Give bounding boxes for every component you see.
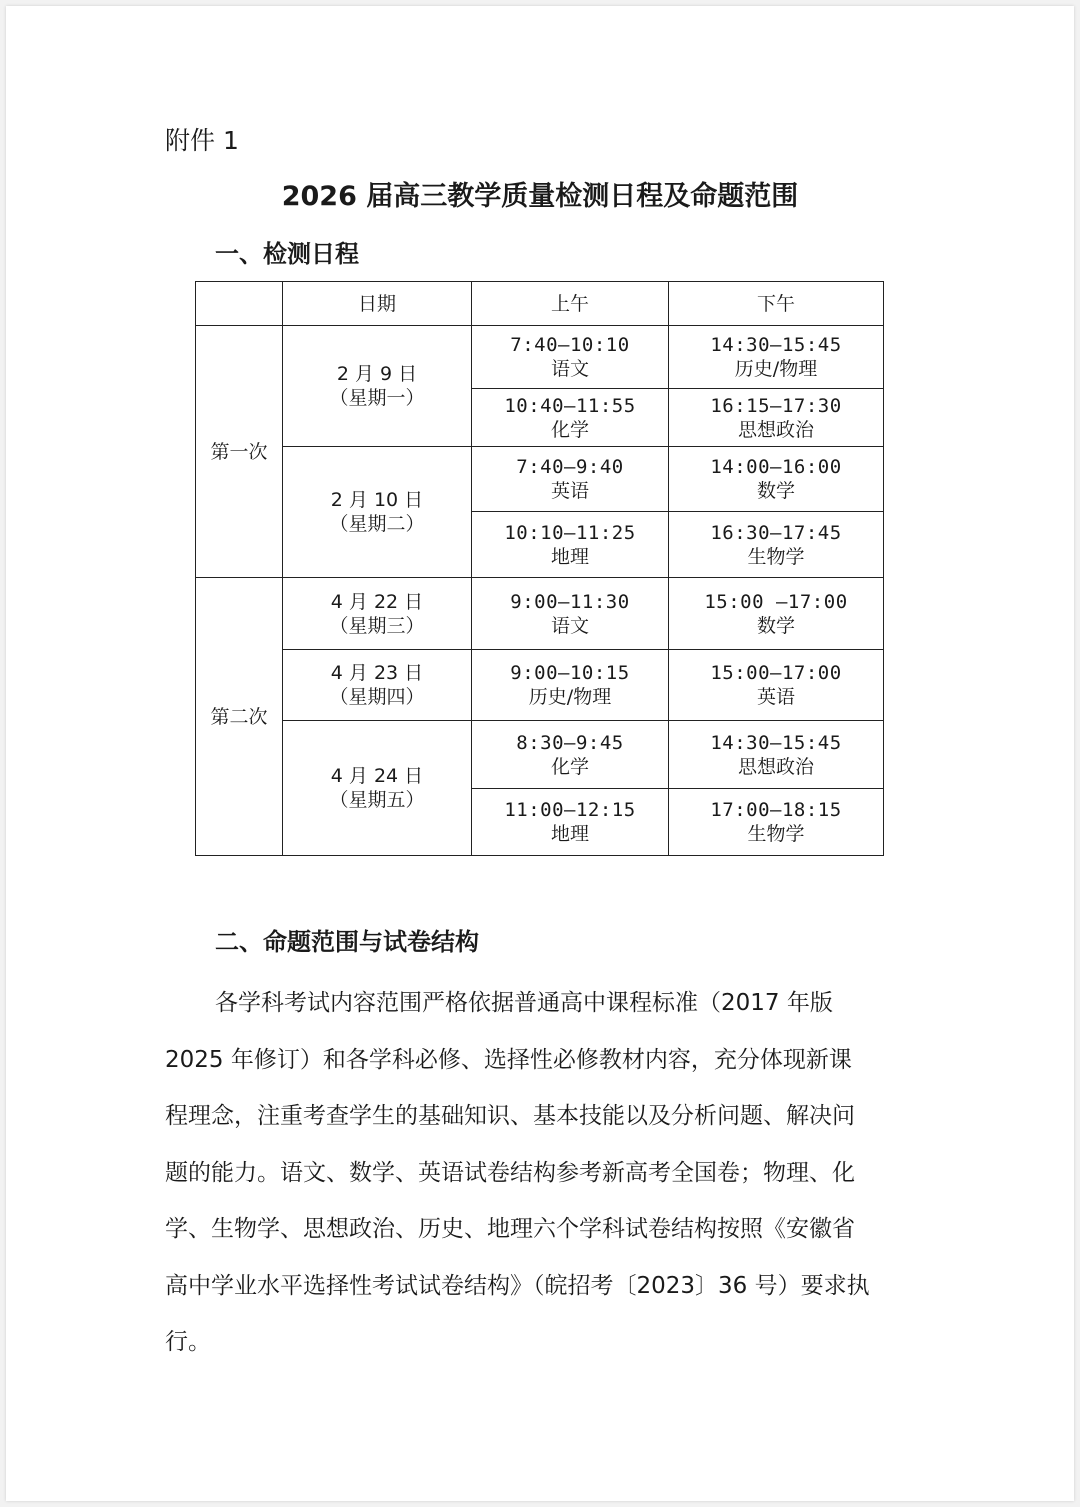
session-subject: 语文 <box>550 614 589 637</box>
scope-paragraph <box>165 975 925 1371</box>
afternoon-session-cell <box>669 512 884 578</box>
header-date: 日期 <box>283 282 472 326</box>
date-text: 2 月 9 日 <box>336 363 418 385</box>
session-subject: 数学 <box>756 614 795 637</box>
table-row <box>196 578 884 650</box>
session-time: 9:00—11:30 <box>510 590 630 613</box>
morning-session-cell <box>472 721 669 789</box>
weekday-text: （星期二） <box>329 513 425 535</box>
table-row <box>196 650 884 721</box>
section-heading-schedule: 一、检测日程 <box>215 240 359 268</box>
date-cell <box>283 721 472 856</box>
afternoon-session-cell <box>669 578 884 650</box>
session-time: 10:10—11:25 <box>504 521 636 544</box>
weekday-text: （星期一） <box>329 387 425 409</box>
session-subject: 生物学 <box>747 823 805 845</box>
session-time: 14:00—16:00 <box>710 456 842 478</box>
schedule-body <box>196 326 884 856</box>
section-heading-scope: 二、命题范围与试卷结构 <box>215 928 479 956</box>
weekday-text: （星期五） <box>329 789 425 811</box>
table-row <box>196 326 884 389</box>
round-cell <box>196 578 283 856</box>
schedule-table <box>195 281 884 856</box>
session-subject: 历史/物理 <box>528 686 612 708</box>
session-time: 15:00—17:00 <box>710 662 842 684</box>
morning-session-cell <box>472 389 669 447</box>
session-subject: 思想政治 <box>737 755 814 778</box>
weekday-text: （星期四） <box>329 686 425 708</box>
round-cell <box>196 326 283 578</box>
afternoon-session-cell <box>669 326 884 389</box>
session-subject: 地理 <box>550 823 589 845</box>
date-text: 4 月 22 日 <box>330 590 424 613</box>
session-subject: 数学 <box>756 480 795 502</box>
morning-session-cell <box>472 512 669 578</box>
weekday-text: （星期三） <box>329 614 425 637</box>
header-blank <box>196 282 283 326</box>
session-subject: 地理 <box>550 545 589 568</box>
morning-session-cell <box>472 447 669 512</box>
session-time: 9:00—10:15 <box>510 662 630 684</box>
session-time: 15:00 —17:00 <box>704 590 848 613</box>
paragraph-line: 行。 <box>165 1329 211 1355</box>
table-row <box>196 447 884 512</box>
header-afternoon: 下午 <box>669 282 884 326</box>
round-label: 第一次 <box>210 440 268 463</box>
session-subject: 思想政治 <box>737 418 814 441</box>
table-row <box>196 721 884 789</box>
session-subject: 生物学 <box>747 545 805 568</box>
date-cell <box>283 578 472 650</box>
morning-session-cell <box>472 326 669 389</box>
session-time: 7:40—9:40 <box>516 456 624 478</box>
table-header-row <box>196 282 884 326</box>
afternoon-session-cell <box>669 789 884 856</box>
session-subject: 英语 <box>550 480 589 502</box>
afternoon-session-cell <box>669 721 884 789</box>
document-title: 2026 届高三教学质量检测日程及命题范围 <box>281 181 799 212</box>
session-time: 14:30—15:45 <box>710 731 842 754</box>
paragraph-line: 各学科考试内容范围严格依据普通高中课程标准（2017 年版 <box>215 990 833 1016</box>
date-cell <box>283 650 472 721</box>
morning-session-cell <box>472 650 669 721</box>
afternoon-session-cell <box>669 389 884 447</box>
date-text: 2 月 10 日 <box>330 489 424 511</box>
paragraph-line: 学、生物学、思想政治、历史、地理六个学科试卷结构按照《安徽省 <box>165 1216 855 1242</box>
session-time: 10:40—11:55 <box>504 394 636 417</box>
session-time: 7:40—10:10 <box>510 334 630 356</box>
session-subject: 历史/物理 <box>734 358 818 380</box>
session-time: 16:30—17:45 <box>710 521 842 544</box>
session-time: 8:30—9:45 <box>516 731 624 754</box>
session-subject: 化学 <box>550 418 589 441</box>
paragraph-line: 题的能力。语文、数学、英语试卷结构参考新高考全国卷；物理、化 <box>165 1159 855 1186</box>
session-subject: 化学 <box>550 755 589 778</box>
attachment-label: 附件 1 <box>165 126 239 155</box>
header-morning: 上午 <box>472 282 669 326</box>
paragraph-line: 程理念，注重考查学生的基础知识、基本技能以及分析问题、解决问 <box>165 1103 855 1129</box>
session-subject: 语文 <box>550 358 589 380</box>
date-cell <box>283 326 472 447</box>
session-time: 11:00—12:15 <box>504 799 636 821</box>
morning-session-cell <box>472 789 669 856</box>
session-subject: 英语 <box>756 686 795 708</box>
date-text: 4 月 23 日 <box>330 662 424 684</box>
session-time: 17:00—18:15 <box>710 799 842 821</box>
date-cell <box>283 447 472 578</box>
morning-session-cell <box>472 578 669 650</box>
session-time: 16:15—17:30 <box>710 394 842 417</box>
round-label: 第二次 <box>210 705 268 728</box>
paragraph-line: 高中学业水平选择性考试试卷结构》（皖招考〔2023〕36 号）要求执 <box>165 1272 870 1299</box>
afternoon-session-cell <box>669 447 884 512</box>
session-time: 14:30—15:45 <box>710 334 842 356</box>
afternoon-session-cell <box>669 650 884 721</box>
date-text: 4 月 24 日 <box>330 765 424 787</box>
paragraph-line: 2025 年修订）和各学科必修、选择性必修教材内容，充分体现新课 <box>165 1046 852 1073</box>
